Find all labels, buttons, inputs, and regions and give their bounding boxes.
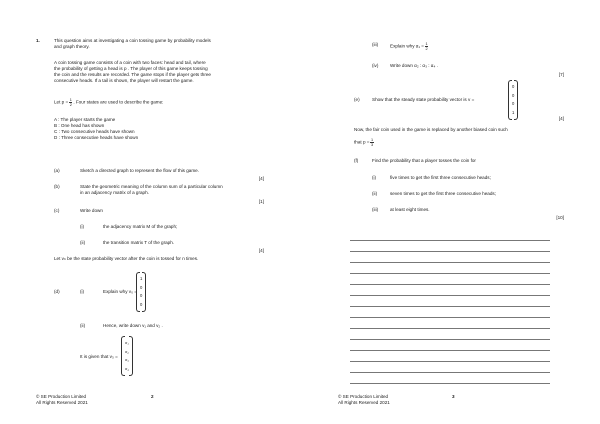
part-fiii-text: at least eight times. [390,207,430,212]
game-line-4: consecutive heads. If a tail is shown, the player will restart the game. [54,78,194,83]
answer-line [350,262,550,263]
part-diii-label: (iii) [372,42,379,47]
game-line-1: A coin tossing game consists of a coin with two faces: head and tail, where [54,60,206,65]
p-denominator: 2 [69,103,72,107]
biased-coin-prefix: that p = [354,139,370,145]
v0-entry: 0 [140,284,143,290]
part-f-text: Find the probability that a player tosses the coin for [372,158,476,163]
footer-copyright: © SE Production Limited [36,394,87,399]
v3-entry: α₃ [125,357,129,362]
steady-state-entry: 0 [512,92,515,98]
game-line-3: the coin and the results are recorded. The game stops if the player gets three [54,72,211,77]
answer-line [350,328,550,329]
part-di-label: (i) [80,289,85,294]
answer-line [350,317,550,318]
intro-line-1: This question aims at investigating a coin tossing game by probability models [54,38,211,43]
part-d-label: (d) [54,289,60,294]
answer-line [350,350,550,351]
answer-line [350,273,550,274]
v3-entry: α₁ [125,340,129,345]
answer-line [350,372,550,373]
part-fii-label: (ii) [372,191,378,196]
p-numerator: 1 [69,98,72,102]
biased-p-denominator: 3 [370,143,374,147]
v0-entry: 0 [140,293,143,298]
state-b: B : One head has shown [54,123,105,128]
part-di-text: Explain why v₀ = [103,289,137,294]
v3-entry: α₄ [125,365,129,371]
steady-state-vector [508,80,518,120]
part-fiii-label: (iii) [372,207,379,212]
let-p-line [54,98,163,107]
right-bracket [142,272,146,312]
game-line-2: the probability of getting a head is p . The player of this game keeps tossing [54,66,208,71]
footer-rights: All Rights Reserved 2021 [338,400,390,405]
part-fi-text: five times to get the first three consecutive heads; [390,175,491,180]
let-p-prefix: Let p = [54,99,69,105]
part-a-label: (a) [54,168,60,173]
v0-entry: 1 [140,276,143,281]
biased-p-numerator: 1 [370,138,374,142]
answer-line [350,339,550,340]
page-number: 2 [151,394,154,399]
part-c-label: (c) [54,208,60,213]
part-f-mark: [10] [556,215,564,220]
part-a-text: Sketch a directed graph to represent the flow of this game. [80,168,199,173]
biased-p-fraction [370,138,373,147]
a1-fraction [425,42,428,51]
part-e-mark: [4] [558,116,564,121]
v0-entry: 0 [140,301,143,307]
part-b-label: (b) [54,184,60,189]
a1-numerator: 1 [425,42,428,46]
biased-coin-line-2 [354,138,375,147]
v3-vector [121,336,133,376]
state-vector-definition: Let vₙ be the state probability vector after the coin is tossed for n times. [54,256,199,261]
answer-line [350,240,550,241]
steady-state-entry: 1 [512,109,515,115]
state-a: A : The player starts the game [54,117,116,122]
footer-rights: All Rights Reserved 2021 [36,400,88,405]
part-b-mark: [1] [258,199,264,204]
right-bracket [514,80,518,120]
answer-line [350,383,550,384]
page-number: 3 [452,394,455,399]
part-b-text-1: State the geometric meaning of the column sum of a particular column [80,184,223,189]
footer-copyright: © SE Production Limited [338,394,389,399]
a1-denominator: 2 [425,47,428,51]
answer-line [350,306,550,307]
part-div-text: Write down α₂ : α₃ : α₄ . [390,63,438,68]
part-cii-label: (ii) [80,240,86,245]
part-b-text-2: in an adjacency matrix of a graph. [80,190,149,195]
part-div-label: (iv) [372,63,379,68]
right-bracket [129,336,133,376]
part-diii-prefix: Explain why α₁ = [390,43,424,49]
part-e-label: (e) [354,97,360,102]
intro-line-2: and graph theory. [54,44,90,49]
state-d: D : Three consecutive heads have shown [54,135,139,140]
state-c: C : Two consecutive heads have shown [54,129,135,134]
part-e-text: Show that the steady state probability vector is v = [372,97,475,102]
part-f-label: (f) [354,158,359,163]
part-a-mark: [4] [258,176,264,181]
part-c-text: Write down [80,208,103,213]
answer-line [350,361,550,362]
answer-line [350,284,550,285]
biased-coin-line-1: Now, the fair coin used in the game is replaced by another biased coin such [354,127,508,132]
part-dii-text: Hence, write down v₁ and v₂ . [103,323,163,328]
answer-line [350,295,550,296]
question-number: 1. [36,38,40,43]
part-fi-label: (i) [372,175,377,180]
part-ci-label: (i) [80,224,85,229]
v3-entry: α₂ [125,348,129,354]
part-c-mark: [4] [258,248,264,253]
part-d-mark: [7] [558,72,564,77]
part-cii-text: the transition matrix T of the graph. [103,240,175,245]
let-p-suffix: . Four states are used to describe the game: [73,99,164,105]
part-diii-text [390,42,429,51]
v0-vector [136,272,146,312]
steady-state-entry: 0 [512,101,515,106]
answer-line [350,251,550,252]
p-fraction [69,98,72,107]
part-fii-text: seven times to get the first three consecutive heads; [390,191,496,196]
given-v3-text: It is given that v₃ = [80,354,118,359]
part-ci-text: the adjacency matrix M of the graph; [103,224,178,229]
part-dii-label: (ii) [80,323,86,328]
steady-state-entry: 0 [512,84,515,89]
